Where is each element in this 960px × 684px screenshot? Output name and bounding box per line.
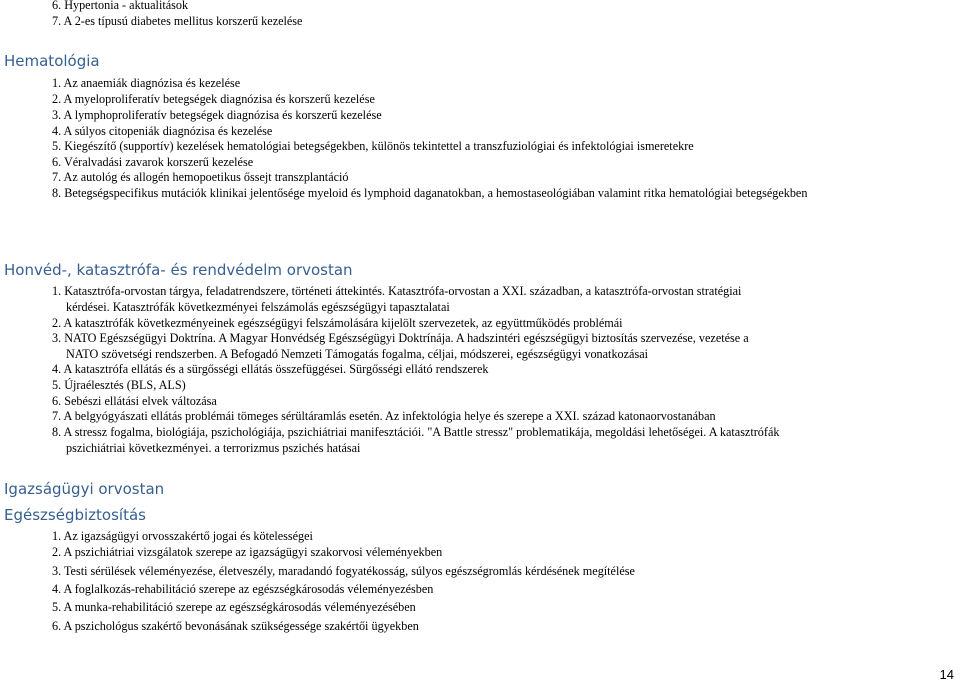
list-item: 6. Véralvadási zavarok korszerű kezelése — [52, 155, 254, 169]
list-item: 8. Betegségspecifikus mutációk klinikai jelentősége myeloid és lymphoid daganatokban, a hemostaseológiában valamint ritka hematológiai betegségekben — [52, 186, 808, 200]
section-heading-hematologia: Hematológia — [4, 52, 100, 70]
list-item: 7. Az autológ és allogén hemopoetikus őssejt transzplantáció — [52, 170, 349, 184]
list-item: 6. A pszichológus szakértő bevonásának szükségessége szakértői ügyekben — [52, 619, 419, 633]
section-heading-egeszsegbiztositas: Egészségbiztosítás — [4, 506, 146, 524]
list-item: 3. NATO Egészségügyi Doktrína. A Magyar Honvédség Egészségügyi Doktrínája. A hadszintéri egészségügyi biztosítás szervezése, vezetése a — [52, 331, 749, 345]
list-item: 4. A súlyos citopeniák diagnózisa és kezelése — [52, 124, 273, 138]
list-item-continuation: kérdései. Katasztrófák következményei felszámolás egészségügyi tapasztalatai — [66, 300, 450, 314]
list-item: 1. Katasztrófa-orvostan tárgya, feladatrendszere, történeti áttekintés. Katasztrófa-orvostan a XXI. században, a katasztrófa-orvostan stratégiai — [52, 284, 742, 298]
list-item-continuation: pszichiátriai következményei. a terrorizmus pszichés hatásai — [66, 441, 361, 455]
section-heading-honved: Honvéd-, katasztrófa- és rendvédelm orvostan — [4, 261, 353, 279]
page-number: 14 — [939, 667, 954, 682]
list-item: 6. Hypertonia - aktualitások — [52, 0, 189, 12]
list-item: 1. Az igazságügyi orvosszakértő jogai és kötelességei — [52, 529, 313, 543]
list-item: 7. A belgyógyászati ellátás problémái tömeges sérültáramlás esetén. Az infektológia helye és szerepe a XXI. század katonaorvostanában — [52, 409, 716, 423]
list-item: 7. A 2-es típusú diabetes mellitus korszerű kezelése — [52, 14, 303, 28]
list-item: 4. A foglalkozás-rehabilitáció szerepe az egészségkárosodás véleményezésben — [52, 582, 434, 596]
list-item: 5. Újraélesztés (BLS, ALS) — [52, 378, 186, 392]
list-item: 4. A katasztrófa ellátás és a sürgősségi ellátás összefüggései. Sürgősségi ellátó rendszerek — [52, 362, 489, 376]
list-item: 6. Sebészi ellátási elvek változása — [52, 394, 217, 408]
list-item: 3. Testi sérülések véleményezése, életveszély, maradandó fogyatékosság, súlyos egészségromlás kérdésének megítélése — [52, 564, 635, 578]
list-item: 1. Az anaemiák diagnózisa és kezelése — [52, 76, 241, 90]
list-item: 3. A lymphoproliferatív betegségek diagnózisa és korszerű kezelése — [52, 108, 382, 122]
list-item-continuation: NATO szövetségi rendszerben. A Befogadó Nemzeti Támogatás fogalma, céljai, módszerei, egészségügyi vonatkozásai — [66, 347, 648, 361]
section-heading-igazsagugyi: Igazságügyi orvostan — [4, 480, 165, 498]
list-item: 2. A katasztrófák következményeinek egészségügyi felszámolására kijelölt szervezetek, az együttműködés problémái — [52, 316, 623, 330]
list-item: 5. Kiegészítő (supportív) kezelések hematológiai betegségekben, különös tekintettel a transzfuziológiai és infektológiai ismeretekre — [52, 139, 694, 153]
list-item: 2. A myeloproliferatív betegségek diagnózisa és korszerű kezelése — [52, 92, 375, 106]
list-item: 5. A munka-rehabilitáció szerepe az egészségkárosodás véleményezésében — [52, 600, 416, 614]
list-item: 8. A stressz fogalma, biológiája, pszichológiája, pszichiátriai manifesztációi. "A Battle stressz" problematikája, megoldási lehetőségei. A katasztrófák — [52, 425, 780, 439]
list-item: 2. A pszichiátriai vizsgálatok szerepe az igazságügyi szakorvosi véleményekben — [52, 545, 443, 559]
